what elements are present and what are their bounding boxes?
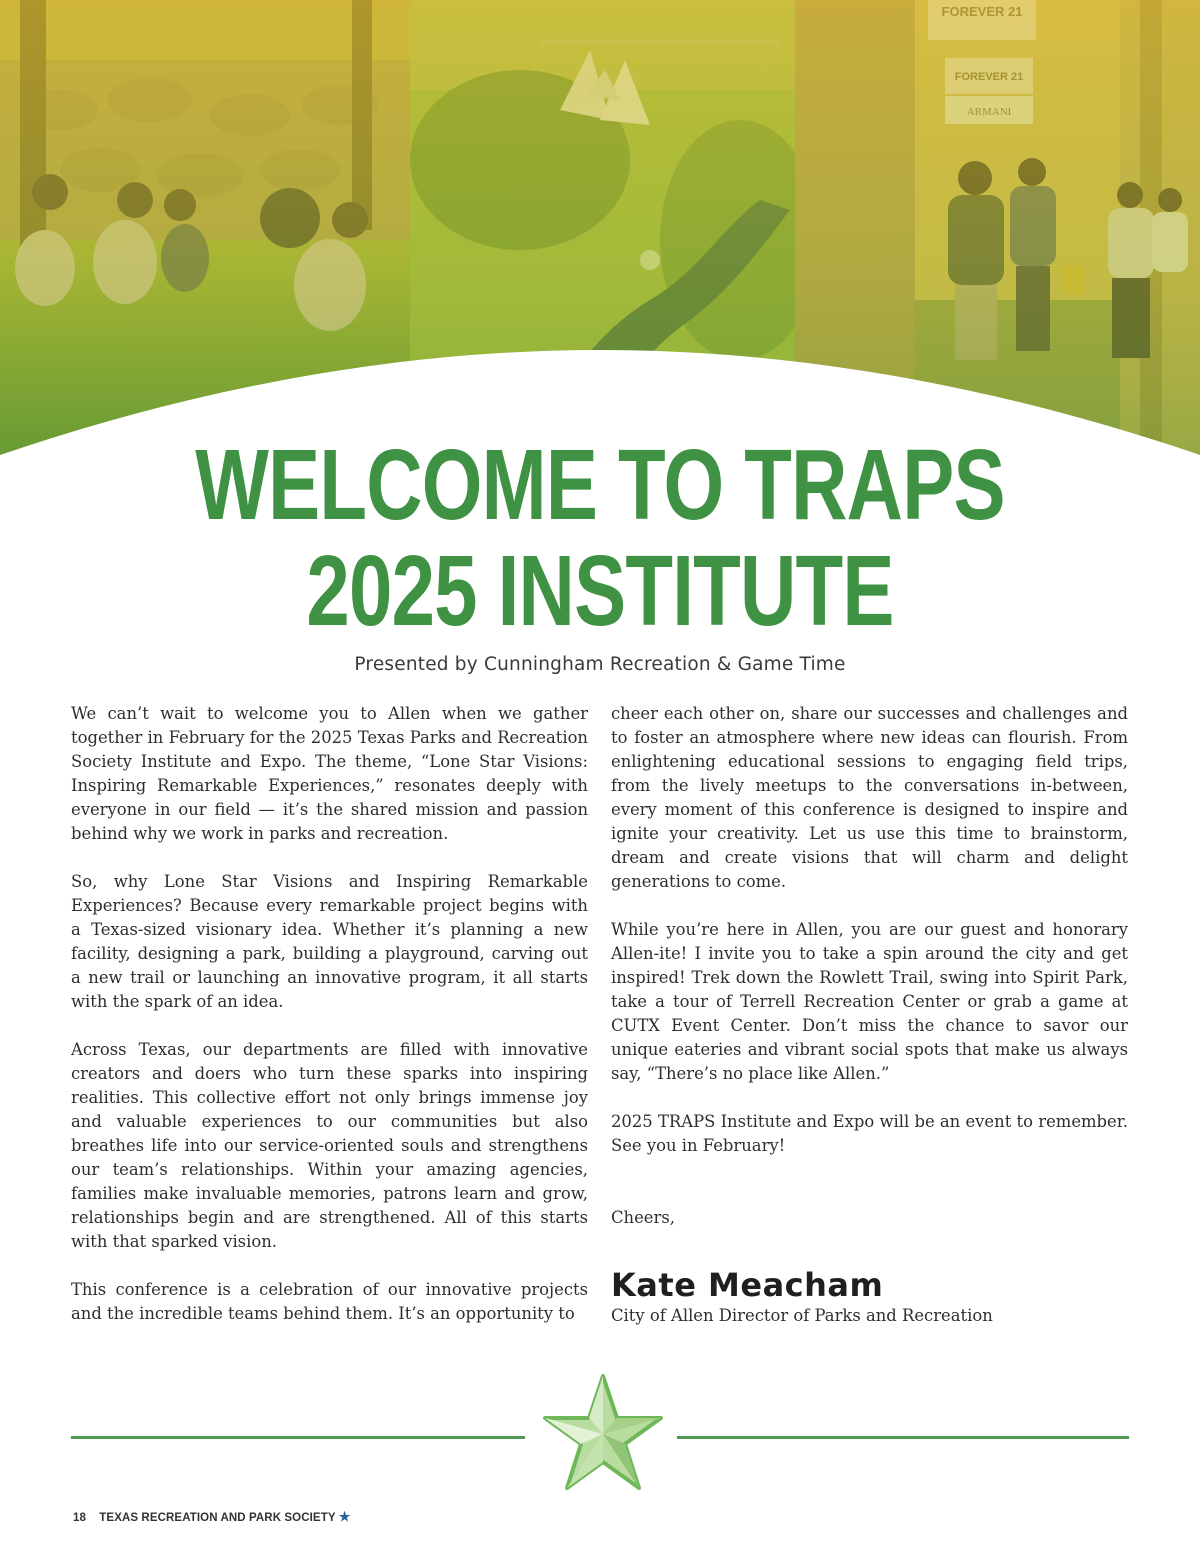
page-number: 18 [73, 1512, 86, 1524]
page-title-line-1: WELCOME TO TRAPS [195, 429, 1005, 541]
hero-photo-collage [0, 0, 1200, 460]
signature-name: Kate Meacham [611, 1266, 884, 1304]
hero-illustration [0, 0, 1200, 460]
page-footer [73, 1509, 350, 1525]
footer-star-icon: ★ [338, 1509, 351, 1524]
page-title [132, 429, 1068, 647]
paragraph-6: While you’re here in Allen, you are our guest and honorary Allen-ite! I invite you to take a spin around the city and get inspired! Trek down the Rowlett Trail, swing into Spirit Park, take a tour of Terrell Recreation Center or grab a game at CUTX Event Center. Don’t miss the chance to savor our unique eateries and vibrant social spots that make us always say, “There’s no place like Allen.” [611, 920, 1128, 1083]
presented-by-subtitle: Presented by Cunningham Recreation & Game Time [354, 654, 846, 675]
lone-star-icon [541, 1372, 665, 1492]
paragraph-1: We can’t wait to welcome you to Allen when we gather together in February for the 2025 Texas Parks and Recreation Society Institute and Expo. The theme, “Lone Star Visions: Inspiring Remarkable Experiences,” resonates deeply with everyone in our field — it’s the shared mission and passion behind why we work in parks and recreation. [71, 704, 588, 843]
paragraph-4: This conference is a celebration of our innovative projects and the incredible teams behind them. It’s an opportunity to [71, 1280, 588, 1323]
signature-title: City of Allen Director of Parks and Recreation [611, 1306, 993, 1325]
publication-name: TEXAS RECREATION AND PARK SOCIETY [99, 1512, 336, 1524]
divider-line-left [71, 1436, 525, 1439]
page-title-line-2: 2025 INSTITUTE [306, 535, 894, 647]
paragraph-7: 2025 TRAPS Institute and Expo will be an event to remember. See you in February! [611, 1112, 1128, 1155]
paragraph-3: Across Texas, our departments are filled with innovative creators and doers who turn these sparks into inspiring realities. This collective effort not only brings immense joy and valuable experiences to our communities but also breathes life into our service-oriented souls and strengthens our team’s relationships. Within your amazing agencies, families make invaluable memories, patrons learn and grow, relationships begin and are strengthened. All of this starts with that sparked vision. [71, 1040, 588, 1251]
article-column-right [611, 702, 1128, 1352]
article-column-left [71, 702, 588, 1350]
closing-salutation: Cheers, [611, 1208, 675, 1227]
paragraph-2: So, why Lone Star Visions and Inspiring Remarkable Experiences? Because every remarkable project begins with a Texas-sized visionary idea. Whether it’s planning a new facility, designing a park, building a playground, carving out a new trail or launching an innovative program, it all starts with the spark of an idea. [71, 872, 588, 1011]
paragraph-5: cheer each other on, share our successes and challenges and to foster an atmosphere where new ideas can flourish. From enlightening educational sessions to engaging field trips, from the lively meetups to the conversations in-between, every moment of this conference is designed to inspire and ignite your creativity. Let us use this time to brainstorm, dream and create visions that will charm and delight generations to come. [611, 704, 1128, 891]
divider-line-right [677, 1436, 1129, 1439]
